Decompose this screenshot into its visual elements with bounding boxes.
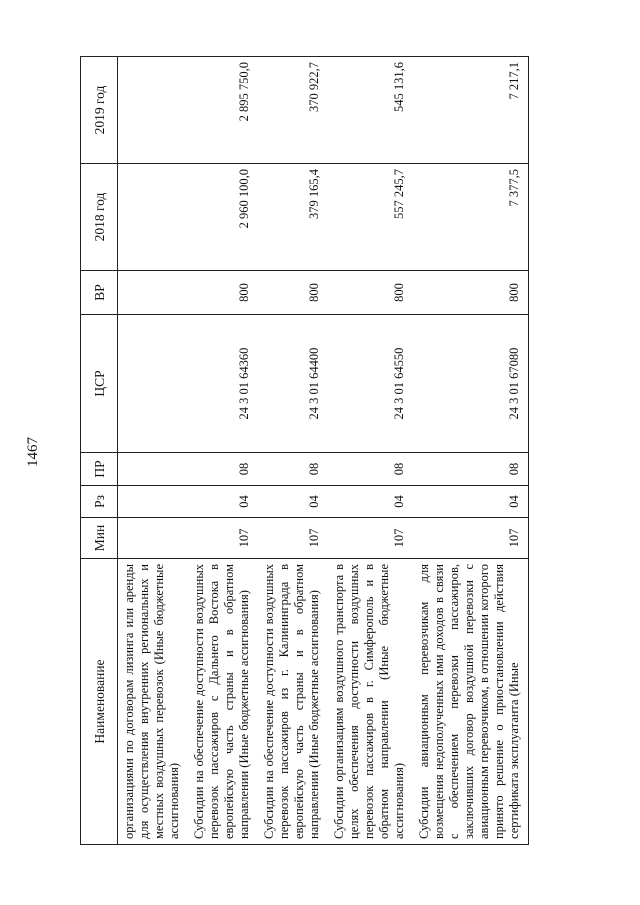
table-row [328, 57, 413, 845]
row-min: 107 [413, 518, 529, 559]
row-min [118, 518, 189, 559]
table-row [258, 57, 328, 845]
header-name: Наименование [81, 559, 118, 845]
row-csr: 24 3 01 64400 [258, 315, 328, 453]
row-2018: 7 377,5 [413, 164, 529, 271]
row-name: Субсидии авиационным перевозчикам для возмещения недополученных ими доходов в связи с обеспечением перевозки пассажиров, заключивших договор воздушной перевозки с авиационным перевозчиком, в отношении которого принято решение о приостановлении действия сертификата эксплуатанта (Иные [413, 559, 529, 845]
row-2018 [118, 164, 189, 271]
row-rz: 04 [188, 486, 258, 518]
row-2018: 2 960 100,0 [188, 164, 258, 271]
row-2018: 379 165,4 [258, 164, 328, 271]
row-pr: 08 [188, 453, 258, 486]
row-min: 107 [188, 518, 258, 559]
budget-table [80, 56, 529, 845]
row-rz: 04 [258, 486, 328, 518]
row-2019: 7 217,1 [413, 57, 529, 164]
header-min: Мин [81, 518, 118, 559]
row-rz [118, 486, 189, 518]
row-min: 107 [258, 518, 328, 559]
header-csr: ЦСР [81, 315, 118, 453]
row-vr: 800 [188, 271, 258, 315]
page-number: 1467 [25, 437, 41, 467]
row-csr: 24 3 01 64550 [328, 315, 413, 453]
row-vr: 800 [258, 271, 328, 315]
row-2019: 370 922,7 [258, 57, 328, 164]
row-name: Субсидии на обеспечение доступности воздушных перевозок пассажиров из г. Калининграда в европейскую часть страны и в обратном направлении (Иные бюджетные ассигнования) [258, 559, 328, 845]
row-csr [118, 315, 189, 453]
table-row [188, 57, 258, 845]
row-csr: 24 3 01 64360 [188, 315, 258, 453]
header-pr: ПР [81, 453, 118, 486]
row-min: 107 [328, 518, 413, 559]
table-header-row [81, 57, 118, 845]
row-csr: 24 3 01 67080 [413, 315, 529, 453]
row-name: организациями по договорам лизинга или аренды для осуществления внутренних региональных и местных воздушных перевозок (Иные бюджетные ассигнования) [118, 559, 189, 845]
row-pr [118, 453, 189, 486]
row-vr [118, 271, 189, 315]
rotated-table-container [80, 57, 600, 845]
header-vr: ВР [81, 271, 118, 315]
row-pr: 08 [413, 453, 529, 486]
header-rz: Рз [81, 486, 118, 518]
row-2018: 557 245,7 [328, 164, 413, 271]
table-row [118, 57, 189, 845]
row-name: Субсидии организациям воздушного транспорта в целях обеспечения доступности воздушных перевозок пассажиров в г. Симферополь и в обратном направлении (Иные бюджетные ассигнования) [328, 559, 413, 845]
row-vr: 800 [328, 271, 413, 315]
table-row [413, 57, 529, 845]
row-2019: 545 131,6 [328, 57, 413, 164]
row-pr: 08 [258, 453, 328, 486]
row-vr: 800 [413, 271, 529, 315]
row-name: Субсидии на обеспечение доступности воздушных перевозок пассажиров с Дальнего Востока в европейскую часть страны и в обратном направлении (Иные бюджетные ассигнования) [188, 559, 258, 845]
row-2019 [118, 57, 189, 164]
row-rz: 04 [328, 486, 413, 518]
row-pr: 08 [328, 453, 413, 486]
row-2019: 2 895 750,0 [188, 57, 258, 164]
header-2019: 2019 год [81, 57, 118, 164]
header-2018: 2018 год [81, 164, 118, 271]
row-rz: 04 [413, 486, 529, 518]
